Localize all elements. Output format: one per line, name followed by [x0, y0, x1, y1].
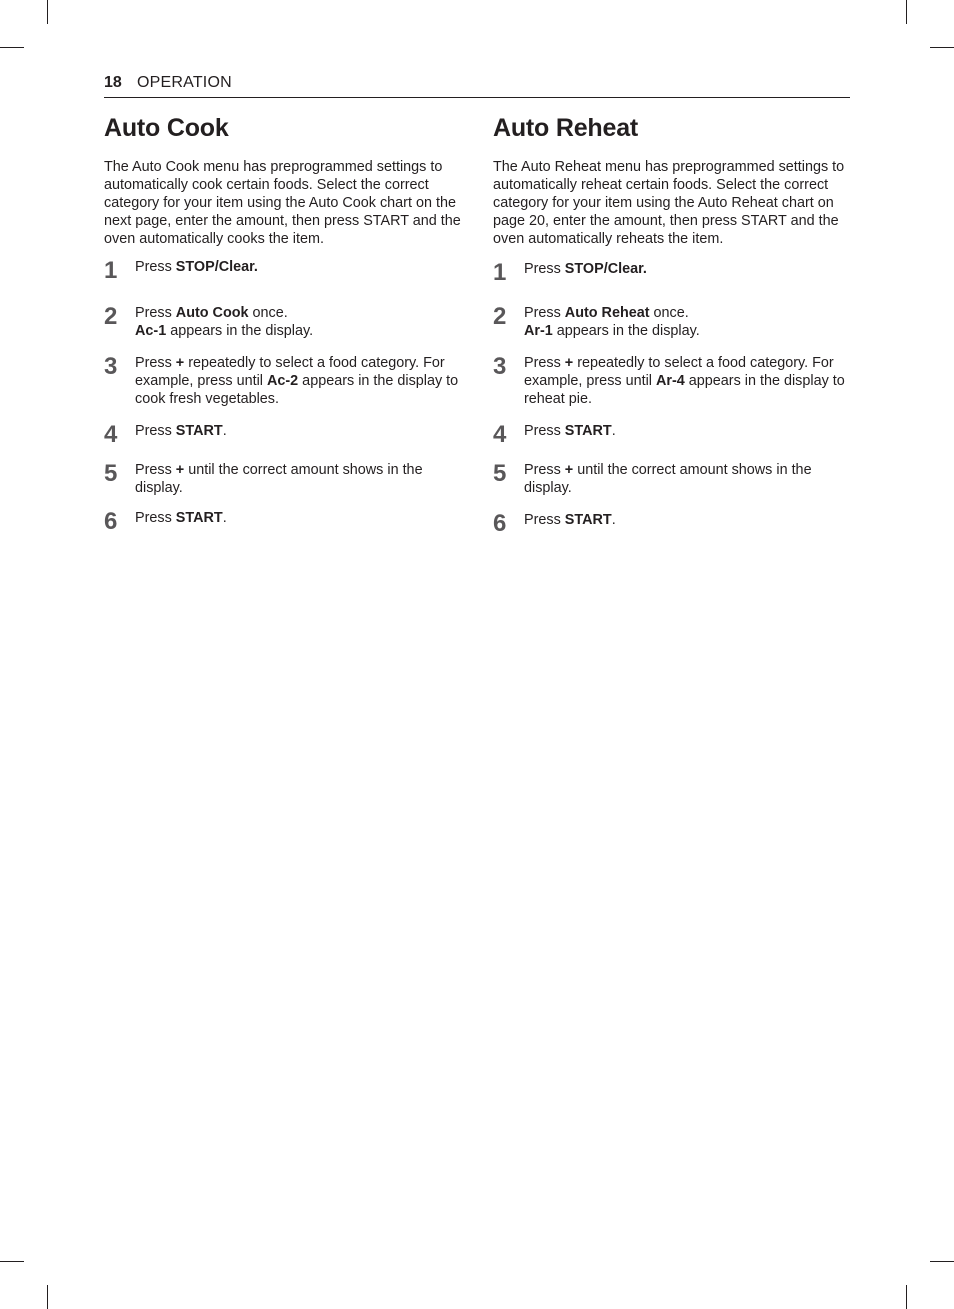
section-name: OPERATION — [137, 74, 232, 91]
crop-mark — [906, 0, 907, 24]
display-code: Ar-1 — [524, 323, 553, 339]
step-text-part: until the correct amount shows in the display. — [135, 462, 423, 496]
step-text-part: Press — [135, 462, 176, 478]
section-intro: The Auto Cook menu has preprogrammed settings to automatically cook certain foods. Select the correct category for your item using the Auto Cook chart on the next page, enter the amount, then press START and the oven automatically cooks the item. — [104, 159, 461, 247]
display-code: Ac-1 — [135, 323, 167, 339]
step-text — [524, 354, 852, 408]
step-text-part: . — [611, 512, 616, 528]
step-key: + — [175, 355, 185, 371]
step-number: 6 — [104, 508, 118, 535]
crop-mark — [0, 47, 24, 48]
step-text-part: until the correct amount shows in the display. — [524, 462, 812, 496]
step-text-part: Press — [135, 259, 176, 275]
auto-cook-section — [104, 112, 464, 535]
step-number: 5 — [493, 460, 507, 487]
auto-reheat-section — [493, 112, 853, 537]
step-text-part: appears in the display to cook fresh vegetables. — [135, 373, 459, 407]
step-text — [524, 304, 852, 340]
step-key: START — [175, 423, 223, 439]
step-text-part: once. — [248, 305, 288, 321]
step-text — [524, 422, 852, 440]
step-text — [135, 461, 463, 497]
step-key: + — [564, 355, 574, 371]
step-key: + — [564, 462, 574, 478]
page-number: 18 — [104, 74, 122, 91]
crop-mark — [47, 0, 48, 24]
step-key: Auto Cook — [175, 305, 249, 321]
step-text-part: . — [611, 423, 616, 439]
step-text — [524, 511, 852, 529]
step-text-part: Press — [524, 261, 565, 277]
section-intro: The Auto Reheat menu has preprogrammed settings to automatically reheat certain foods. Select the correct category for your item using the Auto Reheat chart on page 20, enter the amount, then press START and the oven automatically reheats the item. — [493, 159, 845, 247]
step-text — [135, 258, 463, 276]
step-text-part: Press — [524, 305, 565, 321]
step-number: 2 — [104, 303, 118, 330]
step-key: STOP/Clear. — [564, 261, 647, 277]
step-number: 1 — [104, 257, 118, 284]
step-number: 2 — [493, 303, 507, 330]
step-number: 3 — [493, 353, 507, 380]
section-title: Auto Reheat — [493, 114, 639, 142]
crop-mark — [930, 1261, 954, 1262]
step-text — [524, 260, 852, 278]
step-text-part: Press — [524, 423, 565, 439]
display-code: Ac-2 — [266, 373, 299, 389]
section-title: Auto Cook — [104, 114, 229, 142]
crop-mark — [930, 47, 954, 48]
step-text — [135, 304, 463, 340]
step-key: START — [175, 510, 223, 526]
crop-mark — [906, 1285, 907, 1309]
step-text-part: appears in the display. — [552, 323, 700, 339]
step-text-part: . — [222, 510, 227, 526]
step-text — [524, 461, 852, 497]
step-text-part: Press — [135, 510, 176, 526]
step-number: 4 — [493, 421, 507, 448]
step-text-part: appears in the display. — [166, 323, 314, 339]
step-key: START — [564, 423, 612, 439]
step-text-part: repeatedly to select a food category. For example, press until — [135, 355, 445, 389]
step-text-part: Press — [524, 462, 565, 478]
step-text — [135, 354, 463, 408]
step-key: + — [175, 462, 185, 478]
crop-mark — [47, 1285, 48, 1309]
step-text — [135, 422, 463, 440]
step-text-part: once. — [649, 305, 689, 321]
step-key: STOP/Clear. — [175, 259, 258, 275]
step-text-part: appears in the display to reheat pie. — [524, 373, 845, 407]
step-key: Auto Reheat — [564, 305, 650, 321]
display-code: Ar-4 — [655, 373, 685, 389]
step-number: 3 — [104, 353, 118, 380]
step-text-part: Press — [524, 512, 565, 528]
crop-mark — [0, 1261, 24, 1262]
step-text-part: repeatedly to select a food category. For example, press until — [524, 355, 834, 389]
step-text — [135, 509, 463, 527]
step-text-part: Press — [524, 355, 565, 371]
page-header — [104, 73, 850, 98]
step-text-part: . — [222, 423, 227, 439]
step-number: 1 — [493, 259, 507, 286]
step-number: 4 — [104, 421, 118, 448]
step-text-part: Press — [135, 355, 176, 371]
step-number: 6 — [493, 510, 507, 537]
step-key: START — [564, 512, 612, 528]
step-text-part: Press — [135, 423, 176, 439]
step-number: 5 — [104, 460, 118, 487]
step-text-part: Press — [135, 305, 176, 321]
